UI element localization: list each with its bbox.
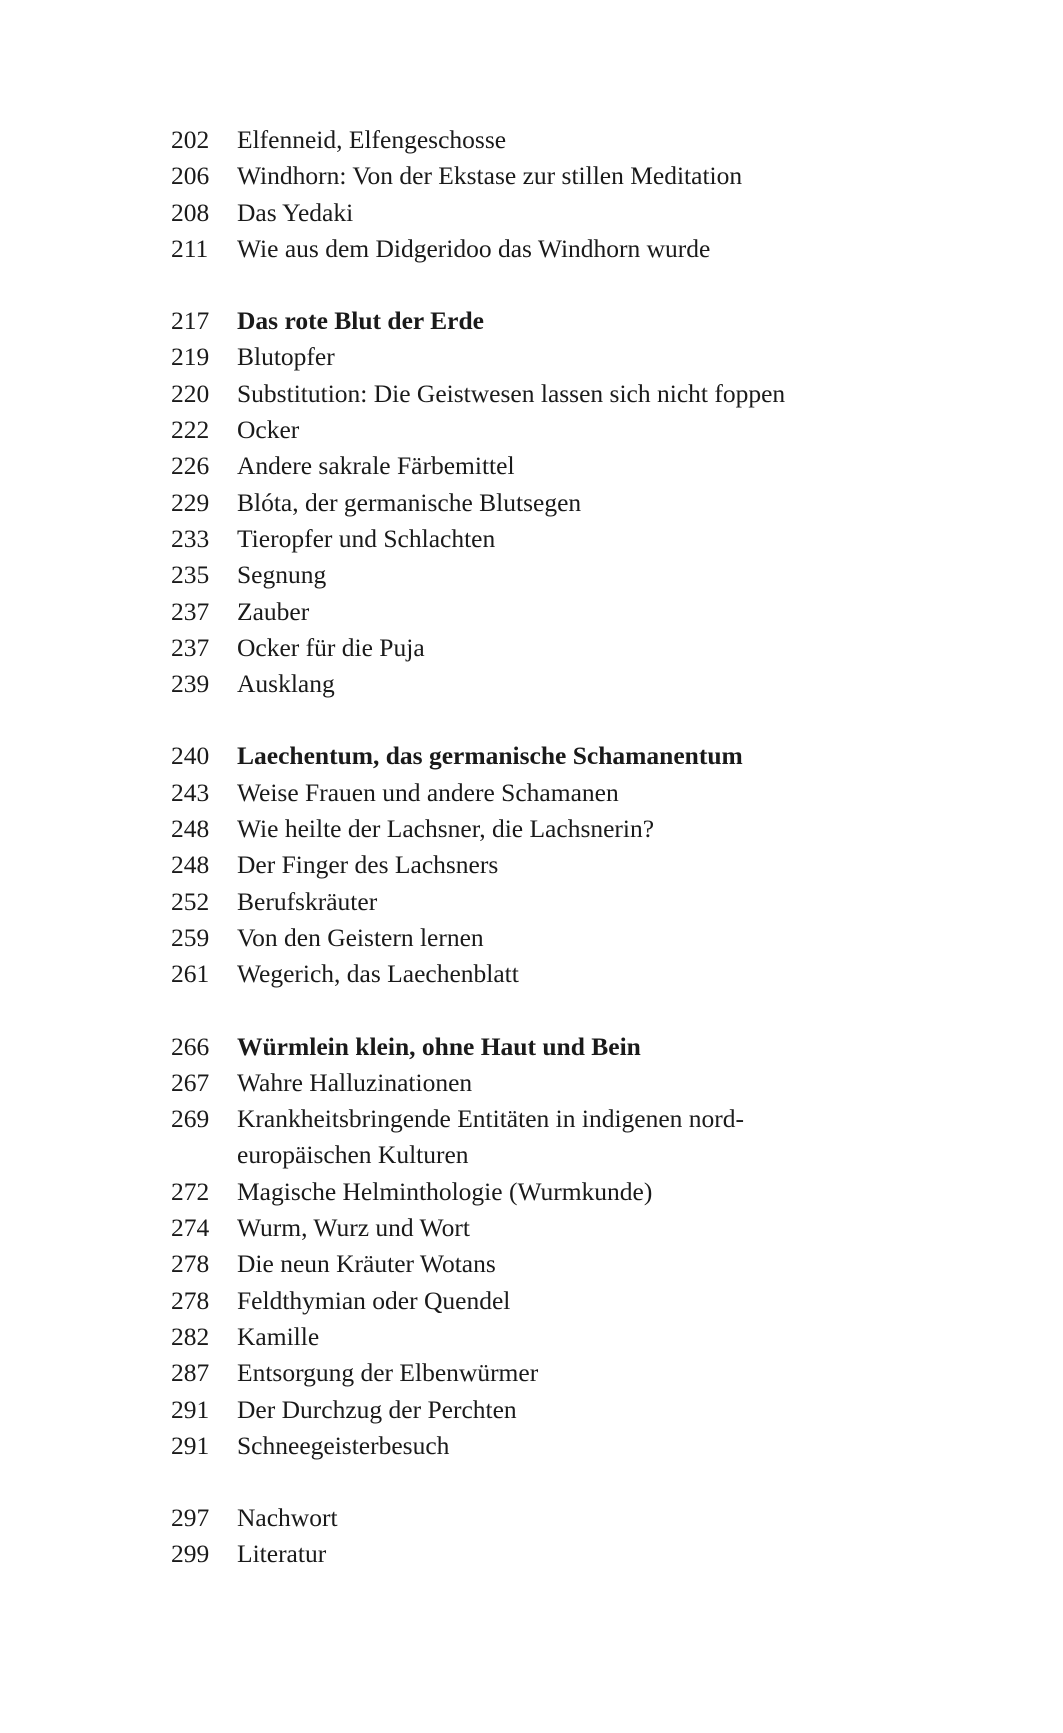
toc-page-number: 243: [171, 777, 210, 807]
toc-page-number: 220: [171, 378, 210, 408]
toc-entry: [171, 666, 991, 702]
toc-entry-title: Der Finger des Lachsners: [237, 850, 499, 880]
toc-page-number: 274: [171, 1213, 210, 1243]
toc-page-number: 248: [171, 814, 210, 844]
toc-entry: [171, 884, 991, 920]
toc-page-number: 219: [171, 342, 210, 372]
toc-entry: [171, 811, 991, 847]
toc-entry: [171, 1174, 991, 1210]
toc-entry: [171, 630, 991, 666]
toc-page-number: 291: [171, 1394, 210, 1424]
toc-entry-title: Blóta, der germanische Blutsegen: [237, 487, 582, 517]
toc-page-number: 259: [171, 922, 210, 952]
toc-section: [171, 1500, 991, 1573]
toc-entry: [171, 412, 991, 448]
toc-entry-title: Entsorgung der Elbenwürmer: [237, 1358, 539, 1388]
toc-page-number: 252: [171, 886, 210, 916]
toc-entry: [171, 1065, 991, 1101]
toc-entry: [171, 1246, 991, 1282]
toc-entry: [171, 376, 991, 412]
toc-chapter-heading: [171, 1029, 991, 1065]
toc-page-number: 269: [171, 1104, 210, 1134]
toc-page-number: 297: [171, 1503, 210, 1533]
table-of-contents: [171, 122, 991, 1573]
toc-page-number: 208: [171, 197, 210, 227]
toc-entry-title: Ocker: [237, 415, 300, 445]
toc-chapter-title: Das rote Blut der Erde: [237, 306, 484, 336]
toc-entry-title: Berufskräuter: [237, 886, 378, 916]
toc-entry-title: Der Durchzug der Perchten: [237, 1394, 517, 1424]
toc-page-number: 261: [171, 959, 210, 989]
toc-entry: [171, 1283, 991, 1319]
toc-entry: [171, 775, 991, 811]
toc-entry: [171, 920, 991, 956]
toc-entry-title: Wegerich, das Laechenblatt: [237, 959, 519, 989]
toc-page-number: 237: [171, 596, 210, 626]
toc-page-number: 237: [171, 632, 210, 662]
toc-entry: [171, 195, 991, 231]
toc-entry-title: Wie heilte der Lachsner, die Lachsnerin?: [237, 814, 655, 844]
toc-page-number: 266: [171, 1031, 210, 1061]
toc-entry-title: Feldthymian oder Quendel: [237, 1285, 511, 1315]
toc-entry: [171, 339, 991, 375]
toc-entry: [171, 485, 991, 521]
toc-entry-title: Weise Frauen und andere Schamanen: [237, 777, 619, 807]
toc-chapter-title: Laechentum, das germanische Schamanentum: [237, 741, 743, 771]
toc-entry-title: Windhorn: Von der Ekstase zur stillen Meditation: [237, 161, 743, 191]
toc-chapter-title: Würmlein klein, ohne Haut und Bein: [237, 1031, 641, 1061]
toc-page-number: 278: [171, 1249, 210, 1279]
toc-entry: [171, 1536, 991, 1572]
toc-entry: [171, 521, 991, 557]
toc-page-number: 222: [171, 415, 210, 445]
toc-entry: [171, 557, 991, 593]
toc-page-number: 211: [171, 233, 209, 263]
toc-page-number: 287: [171, 1358, 210, 1388]
toc-section: [171, 738, 991, 992]
toc-entry-title: Tieropfer und Schlachten: [237, 523, 496, 553]
toc-entry-title: Substitution: Die Geistwesen lassen sich nicht foppen: [237, 378, 786, 408]
toc-entry-title: Ocker für die Puja: [237, 632, 425, 662]
toc-entry-title: Andere sakrale Färbemittel: [237, 451, 515, 481]
toc-entry-title: Ausklang: [237, 669, 335, 699]
toc-page-number: 235: [171, 560, 210, 590]
toc-page-number: 233: [171, 523, 210, 553]
toc-entry-title: Die neun Kräuter Wotans: [237, 1249, 496, 1279]
toc-entry: [171, 1355, 991, 1391]
toc-page-number: 239: [171, 669, 210, 699]
toc-page-number: 267: [171, 1067, 210, 1097]
toc-entry: [171, 1210, 991, 1246]
toc-page-number: 299: [171, 1539, 210, 1569]
toc-chapter-heading: [171, 738, 991, 774]
toc-page-number: 206: [171, 161, 210, 191]
toc-page-number: 291: [171, 1430, 210, 1460]
toc-entry: [171, 1428, 991, 1464]
toc-entry: [171, 158, 991, 194]
toc-entry-title: Wahre Halluzinationen: [237, 1067, 473, 1097]
toc-entry: [171, 1319, 991, 1355]
toc-entry-title: Von den Geistern lernen: [237, 922, 484, 952]
toc-entry-title: Krankheitsbringende Entitäten in indigenen nord-europäischen Kulturen: [237, 1104, 745, 1170]
toc-section: [171, 122, 991, 267]
toc-section: [171, 1029, 991, 1465]
toc-entry-title: Magische Helminthologie (Wurmkunde): [237, 1176, 653, 1206]
toc-entry: [171, 847, 991, 883]
toc-entry-title: Schneegeisterbesuch: [237, 1430, 450, 1460]
toc-page-number: 240: [171, 741, 210, 771]
toc-entry-title: Nachwort: [237, 1503, 338, 1533]
toc-page-number: 272: [171, 1176, 210, 1206]
toc-entry-title: Kamille: [237, 1321, 320, 1351]
toc-page-number: 248: [171, 850, 210, 880]
toc-entry-title: Blutopfer: [237, 342, 335, 372]
toc-page-number: 282: [171, 1321, 210, 1351]
toc-page-number: 278: [171, 1285, 210, 1315]
toc-page-number: 202: [171, 125, 210, 154]
toc-page-number: 217: [171, 306, 210, 336]
toc-page-number: 229: [171, 487, 210, 517]
toc-entry: [171, 122, 991, 158]
toc-entry: [171, 1101, 991, 1174]
toc-entry-title: Das Yedaki: [237, 197, 354, 227]
toc-entry: [171, 1500, 991, 1536]
toc-entry-title: Zauber: [237, 596, 310, 626]
toc-entry-title: Wurm, Wurz und Wort: [237, 1213, 470, 1243]
toc-chapter-heading: [171, 303, 991, 339]
toc-entry-title: Segnung: [237, 560, 327, 590]
toc-section: [171, 303, 991, 702]
toc-entry-title: Literatur: [237, 1539, 327, 1569]
toc-entry: [171, 231, 991, 267]
toc-page-number: 226: [171, 451, 210, 481]
toc-entry-title: Elfenneid, Elfengeschosse: [237, 125, 507, 154]
toc-entry: [171, 594, 991, 630]
toc-entry-title: Wie aus dem Didgeridoo das Windhorn wurde: [237, 233, 711, 263]
toc-entry: [171, 448, 991, 484]
toc-entry: [171, 956, 991, 992]
toc-entry: [171, 1392, 991, 1428]
